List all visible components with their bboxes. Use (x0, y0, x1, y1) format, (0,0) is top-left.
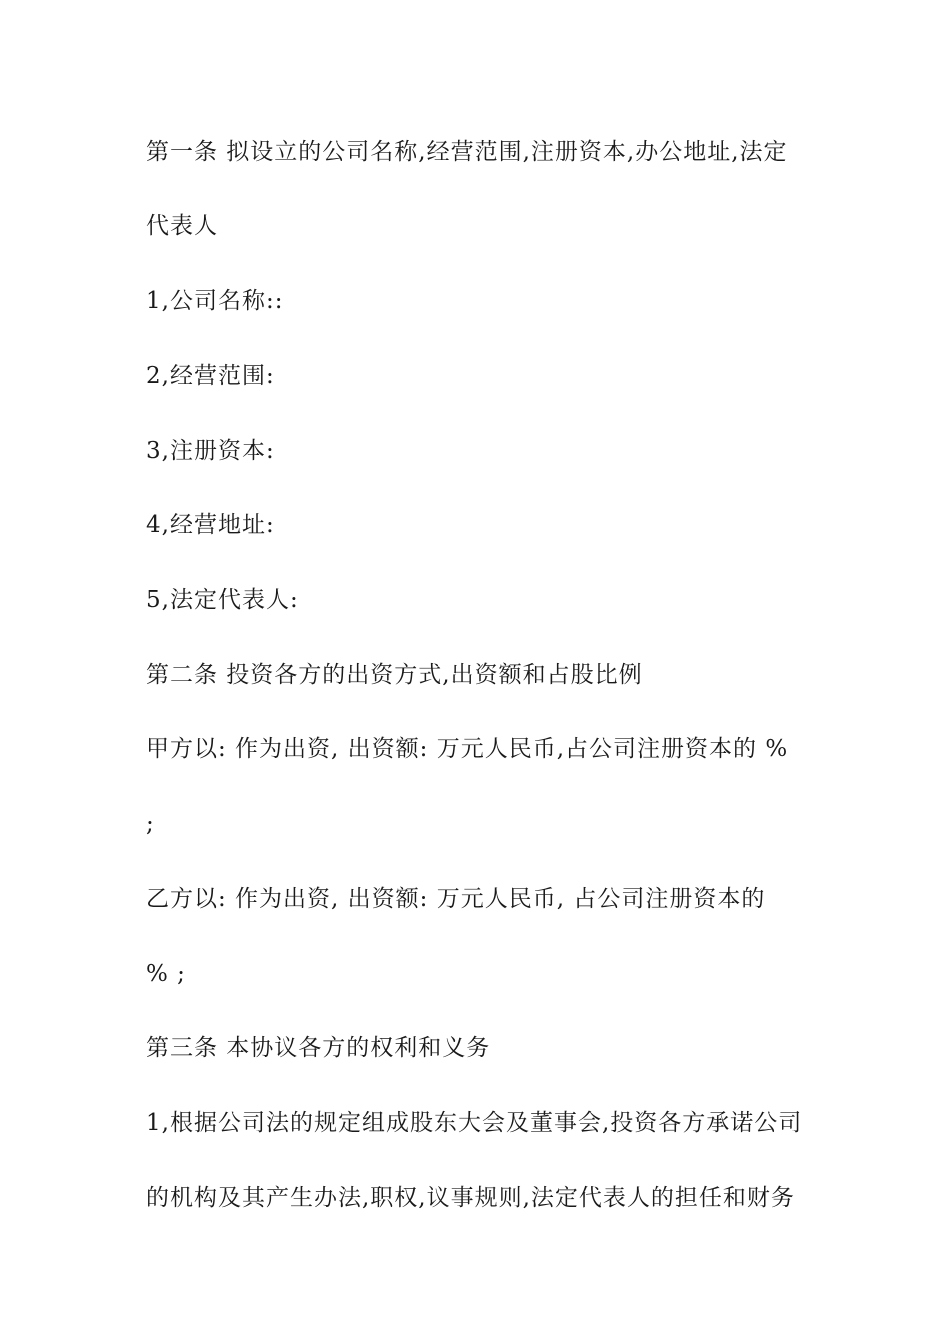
party-b-contribution: 乙方以: 作为出资, 出资额: 万元人民币, 占公司注册资本的 (146, 886, 766, 912)
company-name-item: 1,公司名称:: (146, 288, 284, 314)
article-1-heading-cont: 代表人 (146, 213, 218, 239)
article-2-heading: 第二条 投资各方的出资方式,出资额和占股比例 (146, 662, 643, 688)
party-b-contribution-cont: % ; (146, 961, 186, 987)
article-3-clause-1-cont: 的机构及其产生办法,职权,议事规则,法定代表人的担任和财务 (146, 1185, 795, 1211)
registered-capital-item: 3,注册资本: (146, 438, 275, 464)
article-1-heading: 第一条 拟设立的公司名称,经营范围,注册资本,办公地址,法定 (146, 139, 788, 165)
legal-representative-item: 5,法定代表人: (146, 587, 299, 613)
party-a-contribution: 甲方以: 作为出资, 出资额: 万元人民币,占公司注册资本的 % (146, 736, 789, 762)
business-address-item: 4,经营地址: (146, 512, 275, 538)
article-3-clause-1: 1,根据公司法的规定组成股东大会及董事会,投资各方承诺公司 (146, 1110, 803, 1136)
article-3-heading: 第三条 本协议各方的权利和义务 (146, 1035, 491, 1061)
business-scope-item: 2,经营范围: (146, 363, 275, 389)
party-a-contribution-cont: ; (146, 811, 155, 837)
